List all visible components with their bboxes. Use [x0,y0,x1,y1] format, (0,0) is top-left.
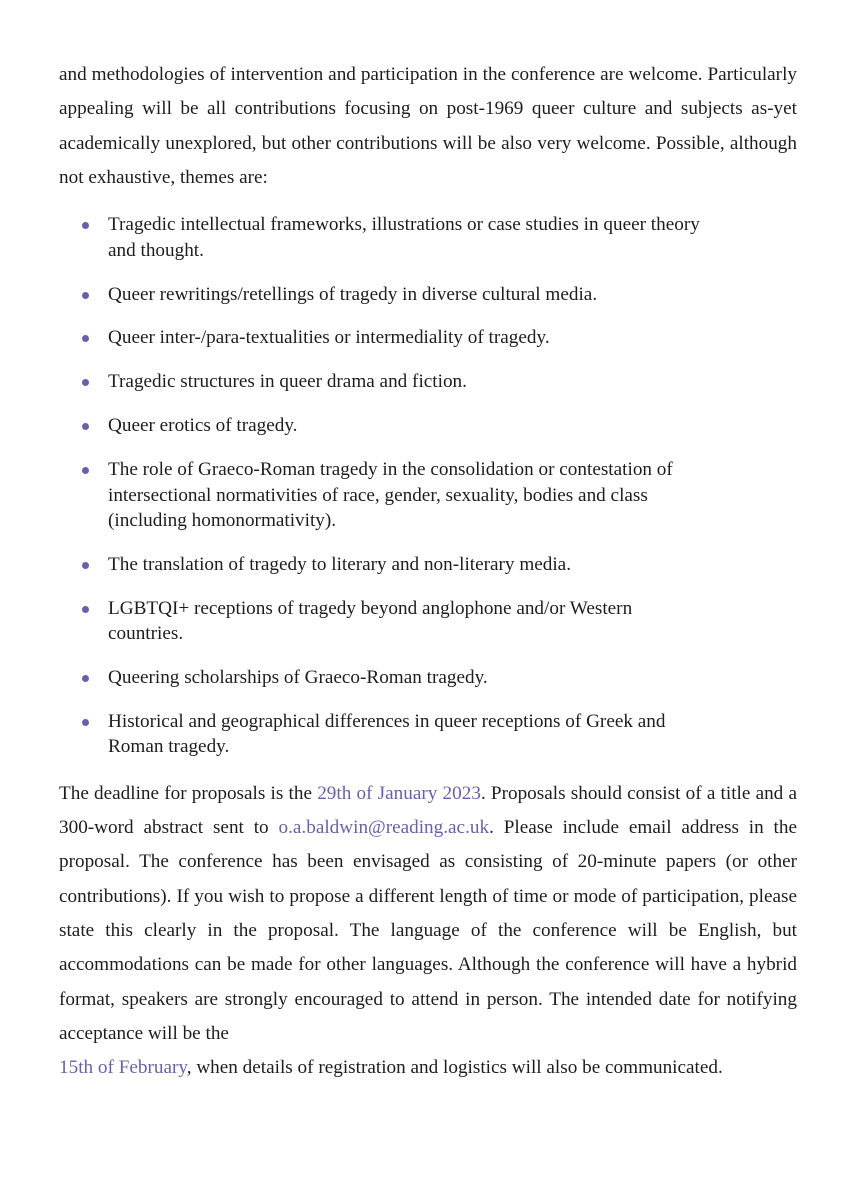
email-link[interactable]: o.a.baldwin@reading.ac.uk [278,817,490,839]
bullet-icon [82,292,89,299]
list-item-text: Queer erotics of tragedy. [108,415,298,437]
deadline-text: The deadline for proposals is the [59,782,318,804]
list-item [59,709,708,760]
bullet-icon [82,606,89,613]
bullet-icon [82,467,89,474]
list-item [59,413,708,438]
list-item-text: Queering scholarships of Graeco-Roman tragedy. [108,667,488,689]
deadline-date: 29th of January 2023 [317,782,481,804]
list-item-text: The role of Graeco-Roman tragedy in the consolidation or contestation of intersectional normativities of race, gender, sexuality, bodies and class (including homonormativity). [108,459,673,531]
bullet-icon [82,719,89,726]
deadline-text: . Please include email address in the proposal. The conference has been envisaged as consisting of 20-minute papers (or other contributions). If you wish to propose a different length of time or mode of participation, please state this clearly in the proposal. The language of the conference will be English, but accommodations can be made for other languages. Although the conference will have a hybrid format, speakers are strongly encouraged to attend in person. The intended date for notifying acceptance will be the [59,817,797,1044]
list-item-text: Queer rewritings/retellings of tragedy in diverse cultural media. [108,283,598,305]
list-item-text: Tragedic intellectual frameworks, illustrations or case studies in queer theory and thought. [108,214,700,261]
document-page [59,58,797,1085]
list-item-text: Historical and geographical differences in queer receptions of Greek and Roman tragedy. [108,710,666,758]
list-item [59,596,708,647]
list-item [59,665,708,690]
themes-list [59,212,797,760]
list-item [59,212,708,263]
deadline-text: . Proposals should consist of a title and a 300-word abstract sent to [59,782,797,839]
list-item [59,457,708,533]
deadline-paragraph [59,777,797,1086]
list-item-text: The translation of tragedy to literary and non-literary media. [108,553,571,575]
list-item-text: LGBTQI+ receptions of tragedy beyond anglophone and/or Western countries. [108,597,633,645]
bullet-icon [82,222,89,229]
bullet-icon [82,335,89,342]
list-item [59,282,708,307]
bullet-icon [82,379,89,386]
bullet-icon [82,423,89,430]
bullet-icon [82,562,89,569]
list-item [59,552,708,577]
list-item-text: Queer inter-/para-textualities or intermediality of tragedy. [108,327,550,349]
notify-date: 15th of February [59,1057,187,1079]
list-item-text: Tragedic structures in queer drama and fiction. [108,371,467,393]
list-item [59,369,708,394]
bullet-icon [82,675,89,682]
list-item [59,325,708,350]
deadline-text: , when details of registration and logistics will also be communicated. [186,1057,723,1079]
intro-paragraph: and methodologies of intervention and participation in the conference are welcome. Particularly appealing will be all contributions focusing on post-1969 queer culture and subjects as-yet academically unexplored, but other contributions will be also very welcome. Possible, although not exhaustive, themes are: [59,64,797,188]
